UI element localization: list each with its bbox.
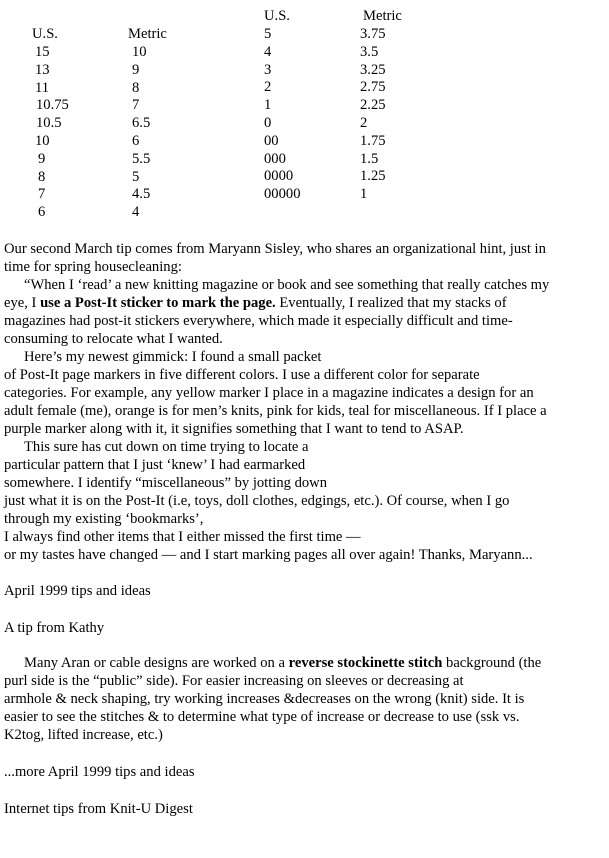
table-right-us-cell: 1	[264, 97, 272, 114]
table-right-us-cell: 2	[264, 79, 272, 96]
march-tip-line: consuming to relocate what I wanted.	[4, 331, 223, 347]
table-left-metric-cell: 4.5	[132, 186, 151, 203]
march-tip-line: “When I ‘read’ a new knitting magazine or book and see something that really catches my	[24, 277, 550, 293]
post-it-emphasis: use a Post-It sticker to mark the page.	[40, 295, 276, 311]
march-tip-line: I always find other items that I either missed the first time —	[4, 529, 361, 545]
table-left-us-cell: 10.5	[36, 115, 62, 132]
kathy-tip	[4, 654, 606, 744]
internet-tips-link[interactable]: Internet tips from Knit-U Digest	[4, 801, 193, 817]
table-right-metric-cell: 1.75	[360, 132, 386, 149]
march-tip-line: just what it is on the Post-It (i.e, toys, doll clothes, edgings, etc.). Of course, when I go	[4, 493, 510, 509]
table-right-metric-cell: 3.75	[360, 26, 386, 42]
kathy-tip-line: Many Aran or cable designs are worked on a reverse stockinette stitch background (the	[24, 655, 542, 671]
march-tip-line: magazines had post-it stickers everywhere, which made it especially difficult and time-	[4, 313, 513, 329]
table-right-us-cell: 0000	[264, 168, 294, 185]
march-tip-line: Our second March tip comes from Maryann Sisley, who shares an organizational hint, just in	[4, 241, 546, 257]
table-right-metric-cell: 1	[360, 186, 368, 203]
kathy-tip-line: easier to see the stitches & to determine what type of increase or decrease to use (ssk vs.	[4, 709, 520, 725]
kathy-tip-heading: A tip from Kathy	[4, 620, 105, 636]
table-left-us-cell: 10.75	[36, 97, 69, 114]
table-right-us-header: U.S.	[264, 8, 290, 24]
table-right-metric-header: Metric	[363, 8, 402, 24]
march-tip-line: time for spring housecleaning:	[4, 259, 182, 275]
table-left-us-cell: 10	[35, 133, 50, 149]
table-right-metric-cell: 1.25	[360, 168, 386, 185]
table-left-metric-cell: 5	[132, 168, 140, 185]
march-tip	[4, 240, 606, 564]
reverse-stockinette-emphasis: reverse stockinette stitch	[288, 655, 443, 671]
table-right-us-cell: 00000	[264, 186, 301, 203]
table-right-metric-cell: 3.25	[360, 61, 386, 78]
table-left-us-cell: 6	[38, 204, 46, 221]
table-right-us-cell: 4	[264, 43, 272, 60]
march-tip-line: categories. For example, any yellow marker I place in a magazine indicates a design for an	[4, 385, 534, 401]
table-left-us-cell: 13	[35, 61, 50, 78]
table-left-metric-cell: 6.5	[132, 115, 151, 132]
march-tip-line: through my existing ‘bookmarks’,	[4, 511, 204, 527]
table-left-metric-header: Metric	[128, 26, 167, 42]
march-tip-line: of Post-It page markers in five different colors. I use a different color for separate	[4, 367, 480, 383]
table-left-metric-cell: 7	[132, 97, 140, 114]
table-left-metric-cell: 4	[132, 204, 140, 221]
table-right-us-cell: 00	[264, 132, 279, 149]
march-tip-line: somewhere. I identify “miscellaneous” by jotting down	[4, 475, 328, 491]
table-left-us-cell: 11	[35, 79, 50, 96]
table-right-metric-cell: 2	[360, 115, 368, 131]
kathy-tip-line: armhole & neck shaping, try working increases &decreases on the wrong (knit) side. It is	[4, 691, 525, 707]
table-left-us-cell: 8	[38, 168, 46, 185]
march-tip-line: adult female (me), orange is for men’s knits, pink for kids, teal for miscellaneous. If I place a	[4, 403, 547, 419]
table-left-metric-cell: 6	[132, 133, 140, 149]
more-april-tips-link[interactable]: ...more April 1999 tips and ideas	[4, 764, 195, 780]
table-left-metric-cell: 5.5	[132, 150, 151, 167]
table-right-us-cell: 5	[264, 26, 272, 42]
table-right-us-cell: 3	[264, 61, 272, 78]
table-right-us-cell: 0	[264, 115, 272, 131]
march-tip-line: eye, I use a Post-It sticker to mark the page. Eventually, I realized that my stacks of	[4, 295, 507, 311]
table-left-us-cell: 7	[38, 186, 46, 203]
table-right-metric-cell: 1.5	[360, 150, 379, 167]
table-right-metric-cell: 2.75	[360, 79, 386, 96]
april-tips-heading: April 1999 tips and ideas	[4, 583, 151, 599]
march-tip-line: particular pattern that I just ‘knew’ I had earmarked	[4, 457, 306, 473]
table-right-metric-cell: 3.5	[360, 43, 379, 60]
table-right-us-cell: 000	[264, 150, 286, 167]
table-left-us-cell: 15	[35, 44, 50, 60]
table-left-metric-cell: 8	[132, 79, 140, 96]
kathy-tip-line: K2tog, lifted increase, etc.)	[4, 727, 163, 743]
table-left-metric-cell: 9	[132, 61, 140, 78]
march-tip-line: Here’s my newest gimmick: I found a small packet	[24, 349, 322, 365]
table-left-metric-cell: 10	[132, 44, 147, 60]
march-tip-line: This sure has cut down on time trying to locate a	[24, 439, 309, 455]
kathy-tip-line: purl side is the “public” side). For easier increasing on sleeves or decreasing at	[4, 673, 464, 689]
table-right-metric-cell: 2.25	[360, 97, 386, 114]
table-left-us-header: U.S.	[32, 26, 58, 42]
table-left-us-cell: 9	[38, 150, 46, 167]
march-tip-line: or my tastes have changed — and I start marking pages all over again! Thanks, Maryann...	[4, 547, 533, 563]
march-tip-line: purple marker along with it, it signifies something that I want to tend to ASAP.	[4, 421, 464, 437]
